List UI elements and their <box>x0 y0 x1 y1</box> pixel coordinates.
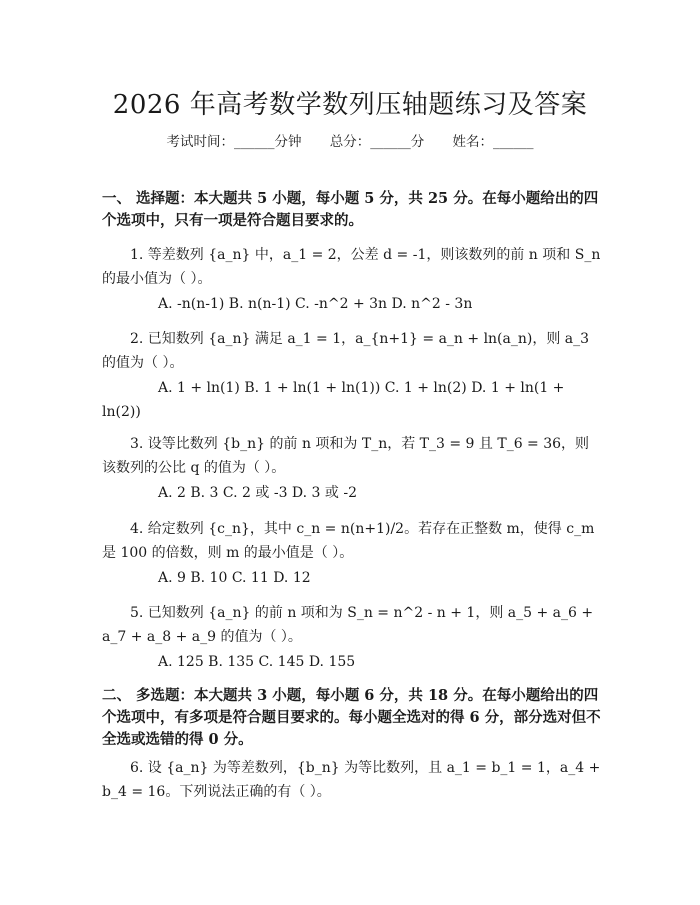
question-4-stem: 4. 给定数列 {c_n}，其中 c_n = n(n+1)/2。若存在正整数 m，使得 c_m 是 100 的倍数，则 m 的最小值是（ ）。 <box>102 521 595 561</box>
question-2-options: A. 1 + ln(1) B. 1 + ln(1 + ln(1)) C. 1 + ln(2) D. 1 + ln(1 + ln(2)) <box>102 380 565 420</box>
exam-info-row <box>0 130 700 150</box>
question-6-stem: 6. 设 {a_n} 为等差数列，{b_n} 为等比数列，且 a_1 = b_1 = 1，a_4 + b_4 = 16。下列说法正确的有（ ）。 <box>102 760 601 800</box>
question-5-options: A. 125 B. 135 C. 145 D. 155 <box>158 654 356 670</box>
question-3-options: A. 2 B. 3 C. 2 或 -3 D. 3 或 -2 <box>158 485 357 501</box>
page-title: 2026 年高考数学数列压轴题练习及答案 <box>112 90 588 120</box>
question-3-stem: 3. 设等比数列 {b_n} 的前 n 项和为 T_n，若 T_3 = 9 且 T_6 = 36，则该数列的公比 q 的值为（ ）。 <box>102 436 590 476</box>
question-5-stem: 5. 已知数列 {a_n} 的前 n 项和为 S_n = n^2 - n + 1，则 a_5 + a_6 + a_7 + a_8 + a_9 的值为（ ）。 <box>102 605 594 645</box>
exam-time-field: 考试时间：______分钟 <box>166 134 302 150</box>
question-4-options: A. 9 B. 10 C. 11 D. 12 <box>158 570 311 586</box>
section-heading-choice: 一、 选择题：本大题共 5 小题，每小题 5 分，共 25 分。在每小题给出的四个选项中，只有一项是符合题目要求的。 <box>102 190 599 229</box>
question-2-stem: 2. 已知数列 {a_n} 满足 a_1 = 1，a_{n+1} = a_n + ln(a_n)，则 a_3 的值为（ ）。 <box>102 331 590 371</box>
total-score-field: 总分：______分 <box>329 134 425 150</box>
student-name-field: 姓名：______ <box>452 134 534 150</box>
question-1-stem: 1. 等差数列 {a_n} 中，a_1 = 2，公差 d = -1，则该数列的前 n 项和 S_n 的最小值为（ ）。 <box>102 247 601 287</box>
section-heading-multi: 二、 多选题：本大题共 3 小题，每小题 6 分，共 18 分。在每小题给出的四个选项中，有多项是符合题目要求的。每小题全选对的得 6 分，部分选对但不全选或选错的得 0 分。 <box>102 687 601 748</box>
question-1-options: A. -n(n-1) B. n(n-1) C. -n^2 + 3n D. n^2 - 3n <box>158 296 473 312</box>
